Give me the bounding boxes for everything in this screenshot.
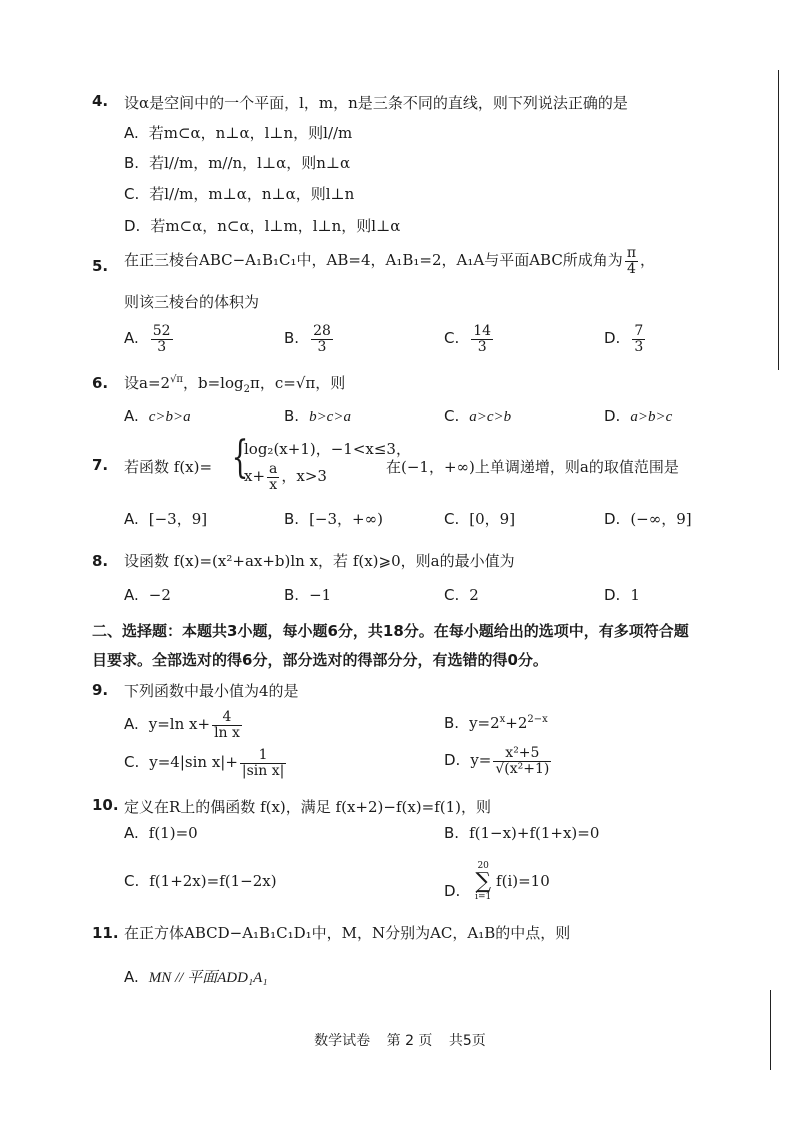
question-stem: 设$a=2^{√\pi}$，$b=\log_2\pi$，c=√π，则 xyxy=(124,374,346,395)
question-number: 11. xyxy=(92,924,119,942)
question-stem-prefix: 若函数 f(x)= xyxy=(124,458,213,476)
option-b: B. b>c>a xyxy=(284,407,351,425)
option-a: A. c>b>a xyxy=(124,407,191,425)
option-b: B. $y=2^x+2^{2-x}$ xyxy=(444,714,548,732)
option-b: B. 若l//m，m//n，l⊥α，则n⊥α xyxy=(124,154,351,172)
question-number: 5. xyxy=(92,257,109,275)
question-stem: 设函数 f(x)=(x²+ax+b)ln x，若 f(x)⩾0，则a的最小值为 xyxy=(124,552,515,570)
option-d: D. 1 xyxy=(604,586,640,604)
piecewise-case-1: log₂(x+1)，−1<x≤3， xyxy=(244,440,411,458)
question-stem-line2: 则该三棱台的体积为 xyxy=(124,293,260,311)
question-number: 4. xyxy=(92,92,109,110)
section-line-1: 二、选择题：本题共3小题，每小题6分，共18分。在每小题给出的选项中，有多项符合题 xyxy=(92,622,689,640)
question-number: 7. xyxy=(92,456,109,474)
scan-edge-right xyxy=(778,70,779,370)
question-stem: 在正方体ABCD−A₁B₁C₁D₁中，M，N分别为AC，A₁B的中点，则 xyxy=(124,924,571,942)
question-number: 10. xyxy=(92,796,119,814)
option-d: D. y= $\frac{\text{x²+5}}{\text{√(x²+1)}}$ xyxy=(444,745,550,777)
question-number: 8. xyxy=(92,552,109,570)
option-c: C. $\frac{14}{3}$ xyxy=(444,323,492,355)
footer-total: 共5页 xyxy=(448,1033,486,1049)
option-c: C. [0，9] xyxy=(444,510,516,528)
option-a: A. 若m⊂α，n⊥α，l⊥n，则l//m xyxy=(124,124,353,142)
option-a: A. −2 xyxy=(124,586,171,604)
piecewise-case-2: x+ $\frac{a}{x}$ ，x>3 xyxy=(244,461,327,493)
option-d: D. (−∞，9] xyxy=(604,510,692,528)
question-number: 6. xyxy=(92,374,109,392)
question-stem: 下列函数中最小值为4的是 xyxy=(124,682,299,700)
option-a: A. MN // 平面ADD₁A₁ xyxy=(124,968,268,986)
option-c: C. 2 xyxy=(444,586,479,604)
option-b: B. $\frac{28}{3}$ xyxy=(284,323,331,355)
option-a: A. y=ln x+ $\frac{4}{\text{ln x}}$ xyxy=(124,709,240,741)
option-a: A. f(1)=0 xyxy=(124,824,198,842)
section-line-2: 目要求。全部选对的得6分，部分选对的得部分分，有选错的得0分。 xyxy=(92,651,548,669)
option-b: B. f(1−x)+f(1+x)=0 xyxy=(444,824,600,842)
option-b: B. [−3，+∞) xyxy=(284,510,383,528)
option-d: D. $\frac{7}{3}$ xyxy=(604,323,644,355)
option-b: B. −1 xyxy=(284,586,332,604)
page-footer xyxy=(0,1030,800,1050)
question-number: 9. xyxy=(92,681,109,699)
option-d: D. 20 ∑ i=1 f(i)=10 xyxy=(444,861,550,902)
option-a: A. [−3，9] xyxy=(124,510,208,528)
piecewise-brace: { xyxy=(231,432,249,483)
option-c: C. f(1+2x)=f(1−2x) xyxy=(124,872,277,890)
question-stem-suffix: 在(−1，+∞)上单调递增，则a的取值范围是 xyxy=(386,458,679,476)
option-a: A. $\frac{52}{3}$ xyxy=(124,323,171,355)
option-d: D. 若m⊂α，n⊂α，l⊥m，l⊥n，则l⊥α xyxy=(124,217,401,235)
option-d: D. a>b>c xyxy=(604,407,673,425)
option-c: C. a>c>b xyxy=(444,407,512,425)
footer-subject: 数学试卷 xyxy=(314,1033,371,1049)
option-c: C. y=4|sin x|+ $\frac{1}{\text{|sin x|}}$ xyxy=(124,747,285,779)
footer-page: 第 2 页 xyxy=(386,1033,433,1049)
option-c: C. 若l//m，m⊥α，n⊥α，则l⊥n xyxy=(124,185,355,203)
question-stem: 定义在R上的偶函数 f(x)，满足 f(x+2)−f(x)=f(1)，则 xyxy=(124,798,492,816)
question-stem: 设α是空间中的一个平面，l，m，n是三条不同的直线，则下列说法正确的是 xyxy=(124,94,628,112)
question-stem: 在正三棱台ABC−A₁B₁C₁中，AB=4，A₁B₁=2，A₁A与平面ABC所成角为 $\frac{\pi}{4}$ ， xyxy=(124,245,656,277)
